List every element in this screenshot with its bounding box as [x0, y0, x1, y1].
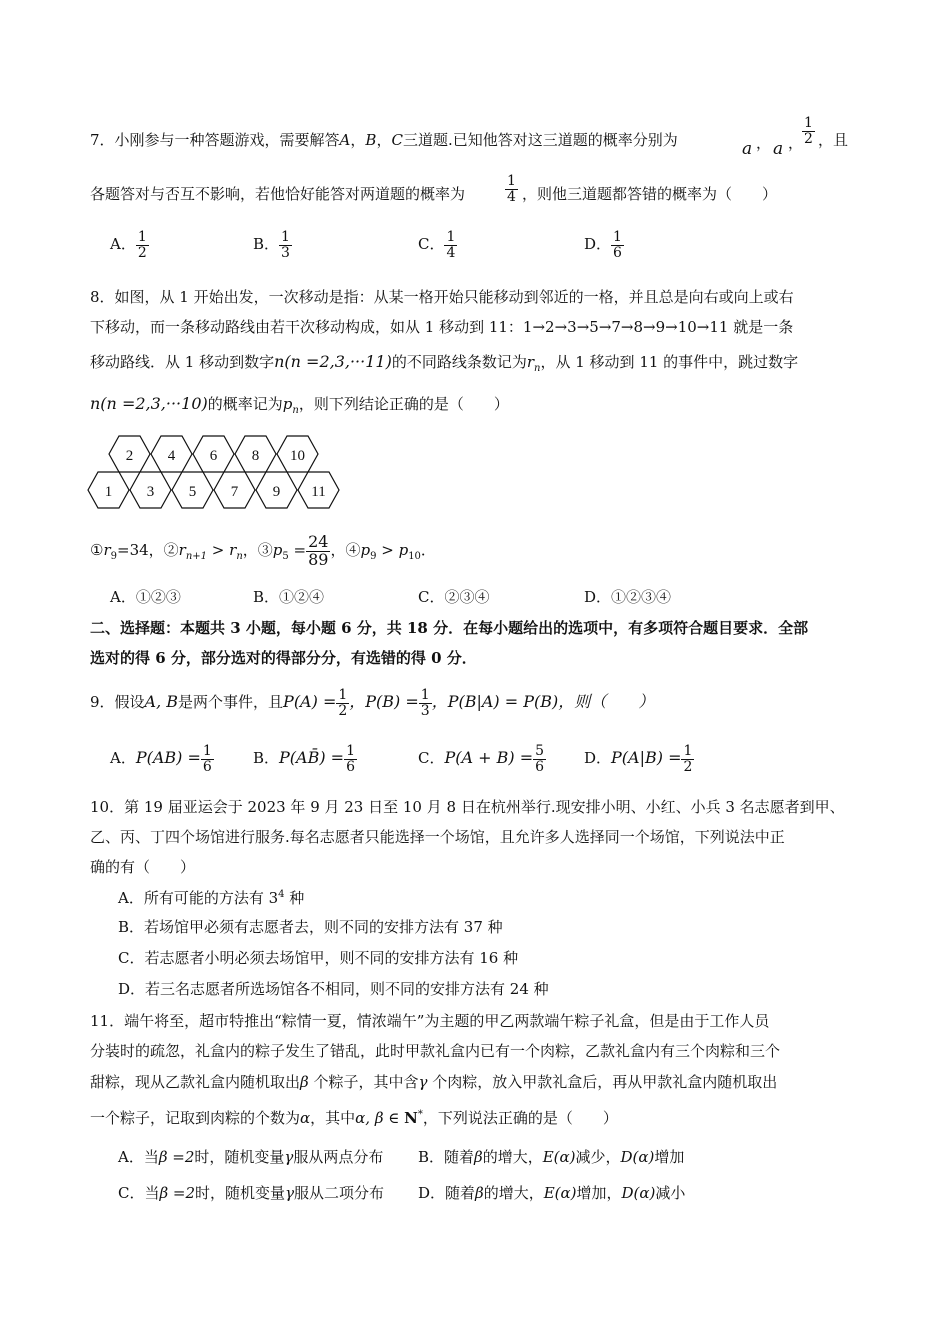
hex-label-6: 6 — [209, 448, 218, 464]
q8-statements: $①r_9=34$，$②r_{n+1} > r_n$，$③p_5$ = $\frac{24}{89}$ ，$④p_9 > p_{10}$． — [90, 531, 436, 569]
q7-line2: 各题答对与否互不影响，若他恰好能答对两道题的概率为 — [90, 185, 466, 203]
q11-option-d[interactable]: D．随着β的增大，E(α)增加，D(α)减小 — [418, 1184, 686, 1202]
section2-heading-line2: 选对的得 6 分，部分选对的得部分分，有选错的得 0 分． — [90, 649, 477, 667]
q7-line1: 7．小刚参与一种答题游戏，需要解答A，B，C三道题.已知他答对这三道题的概率分别为 — [90, 131, 678, 149]
hex-label-3: 3 — [146, 484, 155, 500]
q9-option-a[interactable]: A．P(AB) = $\frac{1}{6}$ — [110, 742, 212, 775]
q11-option-b[interactable]: B．随着β的增大，E(α)减少，D(α)增加 — [418, 1148, 685, 1166]
hex-label-9: 9 — [272, 484, 281, 500]
q7-half: $\frac{1}{2}$ — [804, 115, 813, 147]
hex-grid-figure — [86, 430, 348, 516]
q8-line1: 8．如图，从 1 开始出发，一次移动是指：从某一格开始只能移动到邻近的一格，并且总是向右或向上或右 — [90, 288, 794, 306]
q11-option-a[interactable]: A．当β =2时，随机变量γ服从两点分布 — [118, 1148, 384, 1166]
hex-label-10: 10 — [290, 448, 305, 464]
q10-option-c[interactable]: C．若志愿者小明必须去场馆甲，则不同的安排方法有 16 种 — [118, 949, 519, 967]
q8-option-a[interactable]: A．①②③ — [110, 588, 181, 606]
q7-a1: a — [742, 139, 753, 159]
q11-option-c[interactable]: C．当β =2时，随机变量γ服从二项分布 — [118, 1184, 385, 1202]
q8-option-b[interactable]: B．①②④ — [253, 588, 325, 606]
q11-line1: 11．端午将至，超市特推出“粽情一夏，情浓端午”为主题的甲乙两款端午粽子礼盒，但是由于工作人员 — [90, 1012, 770, 1030]
hex-label-2: 2 — [125, 448, 134, 464]
q8-line3: 移动路线．从 1 移动到数字n(n =2,3,···11)的不同路线条数记为$r_n$，从 1 移动到 11 的事件中，跳过数字 — [90, 352, 799, 374]
hex-label-7: 7 — [230, 484, 239, 500]
q11-line3: 甜粽，现从乙款礼盒内随机取出β 个粽子，其中含γ 个肉粽，放入甲款礼盒后，再从甲款礼盒内随机取出 — [90, 1073, 778, 1091]
q10-option-b[interactable]: B．若场馆甲必须有志愿者去，则不同的安排方法有 37 种 — [118, 918, 503, 936]
q7-quarter: $\frac{1}{4}$ — [507, 173, 516, 205]
hex-label-8: 8 — [251, 448, 260, 464]
section2-heading-line1: 二、选择题：本题共 3 小题，每小题 6 分，共 18 分．在每小题给出的选项中，有多项符合题目要求．全部 — [90, 619, 809, 637]
hex-label-5: 5 — [188, 484, 197, 500]
q8-option-d[interactable]: D．①②③④ — [584, 588, 672, 606]
q9-option-d[interactable]: D．P(A|B) = $\frac{1}{2}$ — [584, 742, 693, 775]
q11-line2: 分装时的疏忽，礼盒内的粽子发生了错乱，此时甲款礼盒内已有一个肉粽，乙款礼盒内有三个肉粽和三个 — [90, 1042, 781, 1060]
q7-option-c[interactable]: C． $\frac{1}{4}$ — [418, 229, 456, 261]
q10-line2: 乙、丙、丁四个场馆进行服务.每名志愿者只能选择一个场馆，且允许多人选择同一个场馆，下列说法中正 — [90, 828, 785, 846]
q10-line3: 确的有（ ） — [90, 858, 196, 876]
q8-option-c[interactable]: C．②③④ — [418, 588, 490, 606]
q9-option-c[interactable]: C．P(A + B) = $\frac{5}{6}$ — [418, 742, 545, 775]
q7-option-d[interactable]: D． $\frac{1}{6}$ — [584, 229, 622, 261]
hex-label-4: 4 — [167, 448, 176, 464]
q10-line1: 10．第 19 届亚运会于 2023 年 9 月 23 日至 10 月 8 日在杭州举行.现安排小明、小红、小兵 3 名志愿者到甲、 — [90, 798, 845, 816]
q9-stem: 9．假设A, B是两个事件，且P(A) = $\frac{1}{2}$ ，P(B) = $\frac{1}{3}$ ，P(B|A) = P(B)，则（ ） — [90, 686, 655, 719]
hex-label-1: 1 — [104, 484, 113, 500]
q7-option-b[interactable]: B． $\frac{1}{3}$ — [253, 229, 290, 261]
q7-a2: a — [773, 139, 784, 159]
hex-label-11: 11 — [311, 484, 326, 500]
q7-option-a[interactable]: A． $\frac{1}{2}$ — [110, 229, 147, 261]
q10-option-d[interactable]: D．若三名志愿者所选场馆各不相同，则不同的安排方法有 24 种 — [118, 980, 549, 998]
q11-line4: 一个粽子，记取到肉粽的个数为α，其中α, β ∈ N*，下列说法正确的是（ ） — [90, 1109, 618, 1127]
q8-line4: n(n =2,3,···10)的概率记为$p_n$，则下列结论正确的是（ ） — [90, 394, 509, 416]
q8-line2: 下移动，而一条移动路线由若干次移动构成，如从 1 移动到 11：1→2→3→5→7→8→9→10→11 就是一条 — [90, 318, 794, 336]
q10-option-a[interactable]: A．所有可能的方法有 $3^4$ 种 — [118, 889, 305, 907]
q9-option-b[interactable]: B．P(AB̄) = $\frac{1}{6}$ — [253, 742, 356, 775]
